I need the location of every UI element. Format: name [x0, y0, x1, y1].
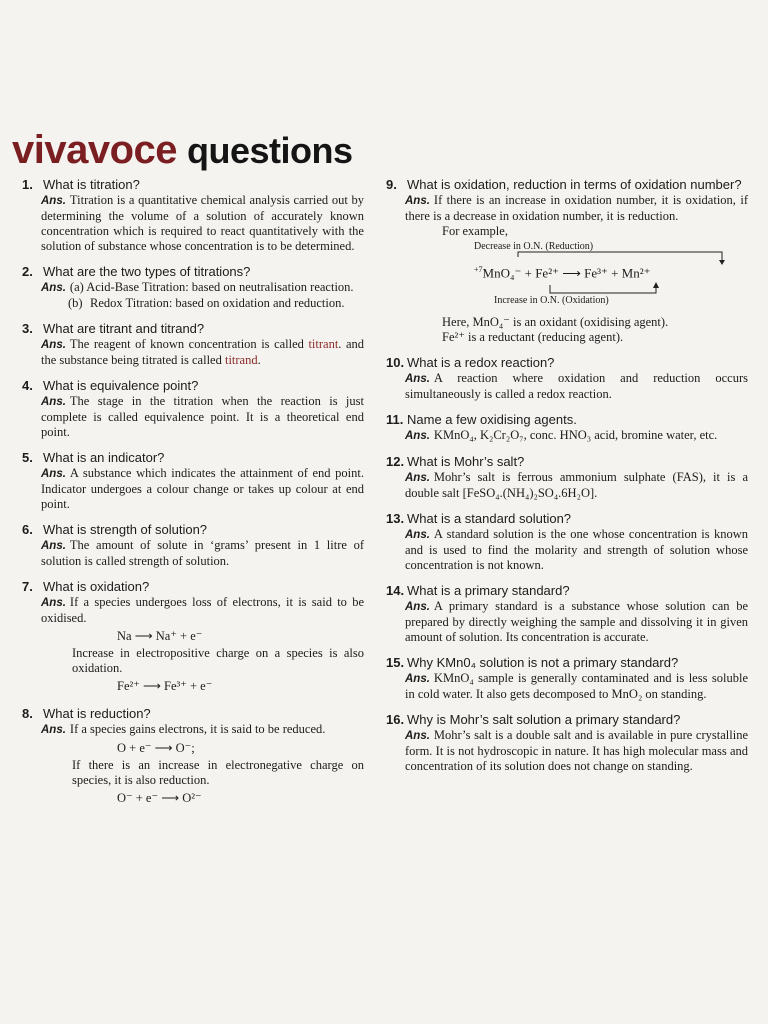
- redox-equation: $^{+7}$MnO₄⁻ + Fe²⁺ ⟶ Fe³⁺ + Mn²⁺: [474, 265, 651, 281]
- question-text: Why KMn0₄ solution is not a primary standard?: [407, 655, 679, 670]
- answer-text: Mohr’s salt is ferrous ammonium sulphate (FAS), it is a double salt [FeSO₄.(NH₄)₂SO₄.6H₂O].: [405, 470, 748, 500]
- reductant-note: Fe²⁺ is a reductant (reducing agent).: [442, 330, 624, 344]
- answer-text: A substance which indicates the attainment of end point. Indicator undergoes a colour change or takes up colour at end point.: [41, 466, 364, 511]
- title-voce: voce: [87, 128, 178, 172]
- question-1: 1. What is titration? Ans. Titration is a quantitative chemical analysis carried out by determining the volume of a solution of accurately known concentration which is required to react quantitatively with the solution of substance whose concentration is to be determined.: [22, 177, 364, 253]
- reduction-label: Decrease in O.N. (Reduction): [474, 241, 594, 252]
- redox-diagram: [430, 241, 748, 313]
- question-text: What is strength of solution?: [43, 522, 208, 537]
- answer-text: Mohr’s salt is a double salt and is available in pure crystalline form. It is not hydroscopic in nature. It has high molecular mass and concentration of its solution does not change on standing.: [405, 728, 748, 773]
- question-text: What is a redox reaction?: [407, 355, 555, 370]
- right-column: [386, 176, 748, 783]
- question-text: What is oxidation?: [43, 579, 150, 594]
- question-text: What is a primary standard?: [407, 583, 570, 598]
- answer-text: A primary standard is a substance whose solution can be prepared by directly weighing the sample and dissolving it in given amount of solution. Its concentration is accurate.: [405, 599, 748, 644]
- question-text: Name a few oxidising agents.: [407, 412, 577, 427]
- equation-1: O + e⁻ ⟶ O⁻;: [117, 741, 195, 755]
- question-15: 15. Why KMn0₄ solution is not a primary standard? Ans. KMnO₄ sample is generally contaminated and is less soluble in cold water. It also gets decomposed to MnO₂ on standing.: [386, 655, 748, 701]
- term-titrand: titrand: [224, 353, 258, 367]
- answer-text: If a species gains electrons, it is said to be reduced.: [69, 722, 326, 736]
- question-text: What is equivalence point?: [43, 378, 199, 393]
- oxidation-label: Increase in O.N. (Oxidation): [494, 295, 609, 306]
- left-column: [22, 176, 364, 817]
- question-2: 2. What are the two types of titrations? Ans. (a) Acid-Base Titration: based on neutralisation reaction. (b) Redox Titration: based on oxidation and reduction.: [22, 264, 354, 310]
- answer-text: Titration is a quantitative chemical analysis carried out by determining the volume of a solution of accurately known concentration which is required to react quantitatively with the solution of substance whose concentration is to be determined.: [41, 193, 364, 253]
- answer-text: KMnO₄, K₂Cr₂O₇, conc. HNO₃ acid, bromine water, etc.: [433, 428, 718, 442]
- question-text: What is a standard solution?: [407, 511, 572, 526]
- question-4: 4. What is equivalence point? Ans. The stage in the titration when the reaction is just complete is called equivalence point. It is a theoretical end point.: [22, 378, 364, 439]
- example-label: For example,: [442, 224, 508, 238]
- question-10: 10. What is a redox reaction? Ans. A reaction where oxidation and reduction occurs simultaneously is called a redox reaction.: [386, 355, 748, 401]
- answer-sub-b-pre: (b): [68, 296, 83, 310]
- question-9: 9. What is oxidation, reduction in terms of oxidation number? Ans. If there is an increase in oxidation number, it is oxidation, if there is a decrease in oxidation number, it is reduction. For example, Decrease in O.N. (Reduction) $^{+7}$MnO₄⁻ + Fe²⁺ ⟶ Fe³⁺ + Mn²⁺ Increase in O.N. (Oxidation) Here, MnO₄⁻ is an oxidant (oxidising agent). Fe²⁺ is a reductant (reducing agent).: [386, 177, 748, 344]
- question-text: What is an indicator?: [43, 450, 165, 465]
- question-text: What are titrant and titrand?: [43, 321, 205, 336]
- question-16: 16. Why is Mohr’s salt solution a primary standard? Ans. Mohr’s salt is a double salt and is available in pure crystalline form. It is not hydroscopic in nature. It has high molecular mass and concentration of its solution does not change on standing.: [386, 712, 748, 773]
- equation-1: Na ⟶ Na⁺ + e⁻: [117, 629, 203, 643]
- answer-text: If there is an increase in oxidation number, it is oxidation, if there is a decrease in oxidation number, it is reduction.: [405, 193, 748, 223]
- answer-text: The amount of solute in ‘grams’ present in 1 litre of solution is called strength of solution.: [41, 538, 364, 568]
- equation-2: O⁻ + e⁻ ⟶ O²⁻: [117, 791, 202, 805]
- answer-extra: Increase in electropositive charge on a species is also oxidation.: [72, 646, 364, 675]
- question-11: 11. Name a few oxidising agents. Ans. KMnO₄, K₂Cr₂O₇, conc. HNO₃ acid, bromine water, etc.: [386, 412, 718, 442]
- question-text: What is reduction?: [43, 706, 151, 721]
- answer-sub-a: Acid-Base Titration: based on neutralisation reaction.: [86, 280, 354, 294]
- question-text: What is Mohr’s salt?: [407, 454, 525, 469]
- oxidant-note: Here, MnO₄⁻ is an oxidant (oxidising agent).: [442, 315, 669, 329]
- term-titrant: titrant: [308, 337, 339, 351]
- question-14: 14. What is a primary standard? Ans. A primary standard is a substance whose solution can be prepared by directly weighing the sample and dissolving it in given amount of solution. Its concentration is accurate.: [386, 583, 748, 644]
- answer-text: A reaction where oxidation and reduction occurs simultaneously is called a redox reaction.: [405, 371, 748, 401]
- question-6: 6. What is strength of solution? Ans. The amount of solute in ‘grams’ present in 1 litre of solution is called strength of solution.: [22, 522, 364, 568]
- question-8: 8. What is reduction? Ans. If a species gains electrons, it is said to be reduced. O + e⁻ ⟶ O⁻; If there is an increase in electronegative charge on species, it is also reduction. O⁻ + e⁻ ⟶ O²⁻: [22, 705, 364, 808]
- equation-2: Fe²⁺ ⟶ Fe³⁺ + e⁻: [117, 679, 213, 693]
- question-13: 13. What is a standard solution? Ans. A standard solution is the one whose concentration is known and is used to find the molarity and strength of solution whose concentration is not known.: [386, 511, 748, 572]
- answer-text: KMnO₄ sample is generally contaminated and is less soluble in cold water. It also gets decomposed to MnO₂ on standing.: [405, 671, 748, 701]
- question-7: 7. What is oxidation? Ans. If a species undergoes loss of electrons, it is said to be oxidised. Na ⟶ Na⁺ + e⁻ Increase in electropositive charge on a species is also oxidation. Fe²⁺ ⟶ Fe³⁺ + e⁻: [22, 578, 364, 696]
- answer-sub-b: Redox Titration: based on oxidation and reduction.: [90, 296, 345, 310]
- question-text: What is oxidation, reduction in terms of oxidation number?: [407, 177, 742, 192]
- answer-text: The stage in the titration when the reaction is just complete is called equivalence point. It is a theoretical end point.: [41, 394, 364, 439]
- question-text: What are the two types of titrations?: [43, 264, 251, 279]
- question-text: Why is Mohr’s salt solution a primary standard?: [407, 712, 681, 727]
- question-5: 5. What is an indicator? Ans. A substance which indicates the attainment of end point. Indicator undergoes a colour change or takes up colour at end point.: [22, 450, 364, 511]
- question-12: 12. What is Mohr’s salt? Ans. Mohr’s salt is ferrous ammonium sulphate (FAS), it is a double salt [FeSO₄.(NH₄)₂SO₄.6H₂O].: [386, 454, 748, 500]
- answer-extra: If there is an increase in electronegative charge on species, it is also reduction.: [72, 758, 364, 787]
- page-title: [12, 128, 353, 173]
- title-viva: viva: [12, 128, 88, 172]
- answer-text: If a species undergoes loss of electrons, it is said to be oxidised.: [41, 595, 364, 625]
- answer-sub-a-pre: (a): [69, 280, 84, 294]
- answer-text: A standard solution is the one whose concentration is known and is used to find the molarity and strength of solution whose concentration is not known.: [405, 527, 748, 572]
- title-questions: questions: [187, 130, 353, 171]
- question-3: 3. What are titrant and titrand? Ans. The reagent of known concentration is called titrant. and the substance being titrated is called titrand.: [22, 321, 364, 367]
- question-text: What is titration?: [43, 177, 140, 192]
